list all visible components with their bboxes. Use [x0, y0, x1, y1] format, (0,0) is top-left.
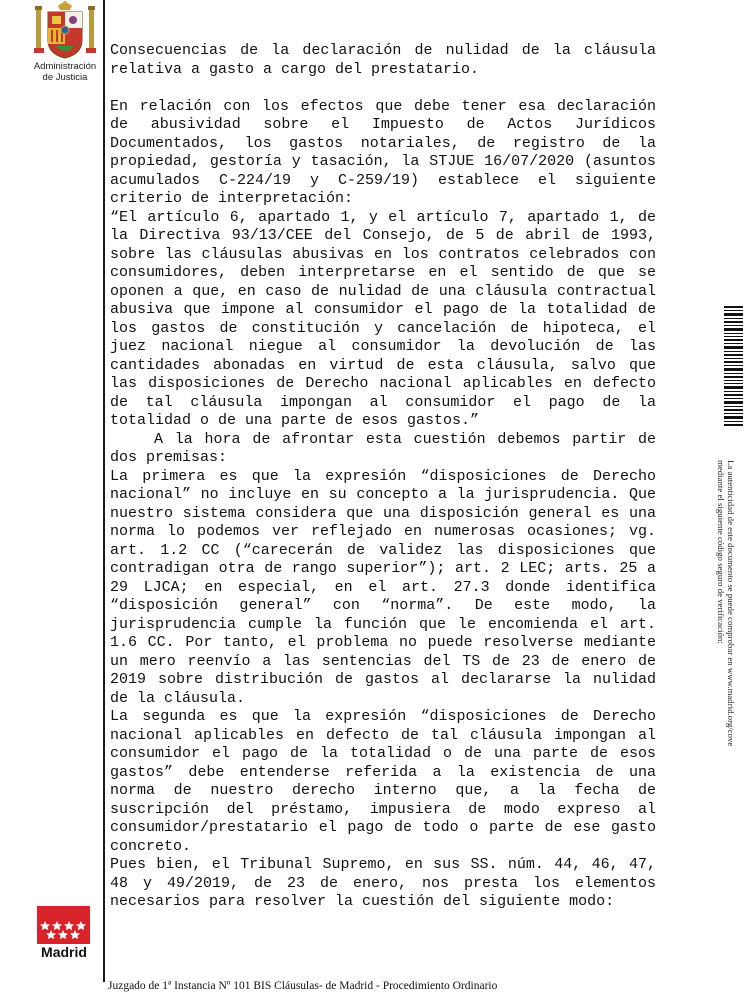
institution-line2: de Justicia: [42, 72, 88, 83]
paragraph-2: En relación con los efectos que debe tener esa declaración de abusividad sobre el Impuesto de Actos Jurídicos Documentados, los gastos notariales, de registro de la propiedad, gestoría y tasación, la STJUE 16/07/2020 (asuntos acumulados C-224/19 y C-259/19) establece el siguiente criterio de interpretación:: [110, 97, 656, 207]
paragraph-6: La segunda es que la expresión “disposiciones de Derecho nacional aplicables en defecto de tal cláusula impongan al consumidor el pago de la totalidad o de una parte de esos gastos” debe entenderse referida a la existencia de una norma de nuestro derecho interno que, a la fecha de suscripción del préstamo, impusiera de modo expreso al consumidor/prestatario el pago de todo o parte de ese gasto concreto.: [110, 708, 656, 855]
paragraph-1: Consecuencias de la declaración de nulidad de la cláusula relativa a gasto a cargo del prestatario.: [110, 42, 656, 78]
institution-line1: Administración: [33, 61, 97, 72]
paragraph-7: Pues bien, el Tribunal Supremo, en sus SS. núm. 44, 46, 47, 48 y 49/2019, de 23 de enero, nos presta los elementos necesarios para resolver la cuestión del siguiente modo:: [110, 856, 656, 910]
margin-rule: [103, 0, 105, 982]
page-footer: Juzgado de 1ª Instancia Nº 101 BIS Cláusulas- de Madrid - Procedimiento Ordinario: [108, 980, 498, 992]
paragraph-4: A la hora de afrontar esta cuestión debemos partir de dos premisas:: [110, 430, 656, 466]
paragraph-5: La primera es que la expresión “disposiciones de Derecho nacional” no incluye en su concepto a la jurisprudencia. Que nuestro sistema considera que una disposición general es una norma lo podemos ver reflejado en numerosas ocasiones; vg. art. 1.2 CC (“carecerán de validez las disposiciones que contradigan otra de rango superior”); art. 2 LEC; arts. 25 a 29 LJCA; en especial, en el art. 27.3 donde identifica “disposición general” con “norma”. De este modo, la jurisprudencia cumple la función que le encomienda el art. 1.6 CC. Por tanto, el problema no puede resolverse mediante un mero reenvío a las sentencias del TS de 23 de enero de 2019 sobre distribución de gastos al declararse la nulidad de la cláusula.: [110, 467, 656, 707]
document-body: [110, 42, 656, 912]
stars-icon: [37, 906, 90, 944]
barcode-icon: [724, 306, 743, 426]
verification-line1: La autenticidad de este documento se puede comprobar en www.madrid.org/cove: [726, 460, 736, 747]
institution-label: [26, 61, 104, 83]
paragraph-3-quote: “El artículo 6, apartado 1, y el artículo 7, apartado 1, de la Directiva 93/13/CEE del Consejo, de 5 de abril de 1993, sobre las cláusulas abusivas en los contratos celebrados con consumidores, deben interpretarse en el sentido de que se oponen a que, en caso de nulidad de una cláusula contractual abusiva que impone al consumidor el pago de la totalidad de los gastos de constitución y cancelación de hipoteca, el juez nacional niegue al consumidor la devolución de las cantidades abonadas en virtud de esta cláusula, salvo que las disposiciones de Derecho nacional aplicables en defecto de tal cláusula impongan al consumidor el pago de la totalidad o de una parte de esos gastos.”: [110, 208, 656, 429]
coat-of-arms-icon: [34, 0, 96, 62]
madrid-label: Madrid: [41, 944, 87, 960]
madrid-flag-logo: [37, 906, 90, 944]
verification-line2: mediante el siguiente código seguro de verificación:: [716, 460, 726, 644]
